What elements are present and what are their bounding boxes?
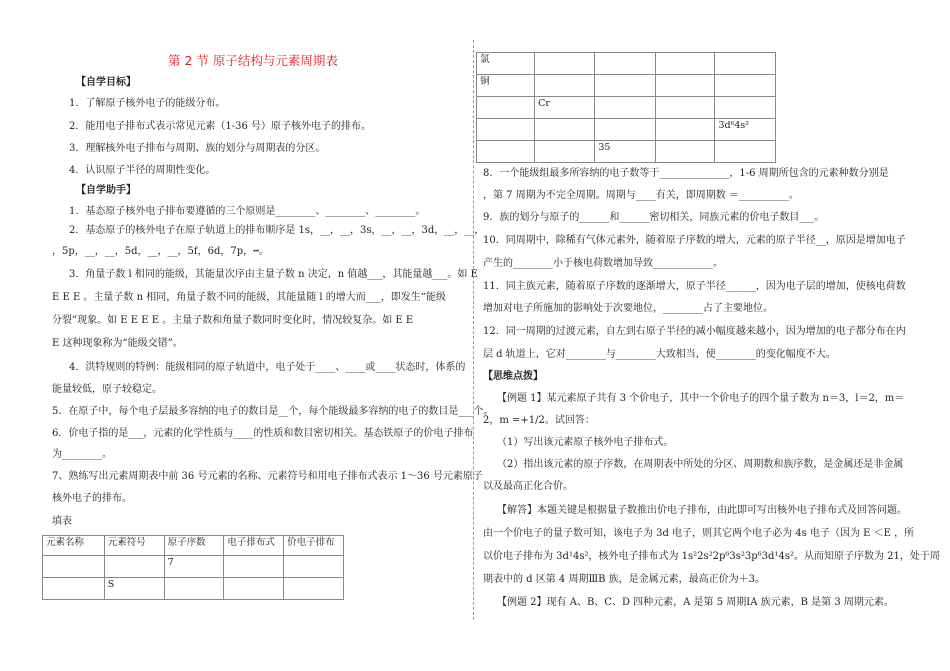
answer-line: 由一个价电子的量子数可知，该电子为 3d 电子，则其它两个电子必为 4s 电子（因为 E ＜E ，所 — [483, 528, 915, 539]
table-cell — [535, 75, 595, 97]
text-line: 6．价电子指的是___，元素的化学性质与____的性质和数目密切相关。基态铁原子的价电子排布 — [52, 428, 474, 439]
text-line: 产生的________小于核电荷数增加导致____________。 — [483, 258, 723, 269]
table-cell — [535, 119, 595, 141]
element-table-right — [476, 52, 776, 163]
fill-table-label: 填表 — [52, 516, 72, 527]
table-cell: 铜 — [477, 75, 535, 97]
goal-item: 2．能用电子排布式表示常见元素（1-36 号）原子核外电子的排布。 — [69, 121, 372, 132]
text-line: 4．洪特规则的特例：能级相同的原子轨道中，电子处于____、____或____状态时，体系的 — [69, 362, 466, 373]
table-cell — [595, 119, 655, 141]
text-line: 增加对电子所施加的影响处于次要地位，________占了主要地位。 — [483, 303, 773, 314]
text-line: 为________。 — [52, 449, 112, 460]
example-line: （1）写出该元素原子核外电子排布式。 — [497, 437, 674, 448]
example-line: 【例题 1】某元素原子共有 3 个价电子，其中一个价电子的四个量子数为 n＝3，l＝2，m＝ — [497, 393, 905, 404]
element-table-left — [42, 535, 344, 600]
table-header: 电子排布式 — [224, 536, 284, 556]
table-cell — [715, 53, 776, 75]
section-heading-goals: 【自学目标】 — [76, 77, 136, 88]
table-cell: S — [104, 578, 164, 600]
text-line: 2．基态原子的核外电子在原子轨道上的排布顺序是 1s，__，__，3s，__，__，3d，__，__， — [69, 225, 485, 236]
page-title: 第 2 节 原子结构与元素周期表 — [168, 53, 338, 68]
text-line: E E E 。主量子数 n 相同，角量子数不同的能级，其能量随 l 的增大而___，即发生“能级 — [52, 292, 446, 303]
goal-item: 3．理解核外电子排布与周期、族的划分与周期表的分区。 — [69, 143, 326, 154]
text-line: 1．基态原子核外电子排布要遵循的三个原则是________、________、________。 — [69, 206, 426, 217]
column-divider — [473, 40, 474, 620]
table-cell — [715, 97, 776, 119]
text-line: 7、熟练写出元素周期表中前 36 号元素的名称、元素符号和用电子排布式表示 1～36 号元素原子 — [52, 471, 483, 482]
table-cell — [655, 141, 715, 163]
table-cell — [715, 141, 776, 163]
example-line: 以及最高正化合价。 — [483, 481, 573, 492]
table-cell: 3d⁶4s² — [715, 119, 776, 141]
table-cell — [43, 578, 105, 600]
table-cell — [104, 556, 164, 578]
table-cell — [655, 97, 715, 119]
text-line: 9．族的划分与原子的______和______密切相关，同族元素的价电子数目___。 — [483, 212, 825, 223]
text-line: E 这种现象称为“能级交错”。 — [52, 338, 183, 349]
table-cell — [595, 97, 655, 119]
example-line: （2）指出该元素的原子序数，在周期表中所处的分区、周期数和族序数，是金属还是非金属 — [497, 459, 904, 470]
answer-line: 【解答】本题关键是根据量子数推出价电子排布，由此即可写出核外电子排布式及回答问题。 — [497, 505, 907, 516]
text-line: ，第 7 周期为不完全周期。周期与____有关，即周期数 ＝__________。 — [483, 190, 799, 201]
text-line: 11．同主族元素，随着原子序数的逐渐增大，原子半径______，因为电子层的增加，使核电荷数 — [483, 281, 906, 292]
table-cell — [535, 53, 595, 75]
table-cell — [477, 97, 535, 119]
text-line: 12．同一周期的过渡元素，自左到右原子半径的减小幅度越来越小，因为增加的电子都分布在内 — [483, 326, 906, 337]
table-cell: Cr — [535, 97, 595, 119]
table-cell — [224, 578, 284, 600]
table-cell — [715, 75, 776, 97]
text-line: 分裂”现象。如 E E E E 。主量子数和角量子数同时变化时，情况较复杂。如 E E — [52, 315, 414, 326]
table-cell — [595, 75, 655, 97]
table-cell — [284, 578, 344, 600]
table-cell — [43, 556, 105, 578]
table-cell: 7 — [164, 556, 224, 578]
table-cell: 氯 — [477, 53, 535, 75]
text-line: 3．角量子数 l 相同的能级，其能量次序由主量子数 n 决定，n 值越___，其能量越___。如 E — [69, 269, 478, 280]
answer-line: 期表中的 d 区第 4 周期ⅢB 族，是金属元素，最高正价为＋3。 — [483, 574, 766, 585]
table-cell — [655, 53, 715, 75]
section-heading-helper: 【自学助手】 — [76, 185, 136, 196]
section-heading-thinking: 【思维点拨】 — [483, 371, 543, 382]
text-line: ，5p，__，__，5d，__，__，5f，6d，7p，┅。 — [52, 246, 270, 257]
text-line: 8．一个能级组最多所容纳的电子数等于______________，1-6 周期所包含的元素种数分别是 — [483, 168, 889, 179]
table-cell — [655, 75, 715, 97]
table-cell — [477, 141, 535, 163]
table-cell — [284, 556, 344, 578]
table-cell — [224, 556, 284, 578]
table-cell — [535, 141, 595, 163]
text-line: 10．同周期中，除稀有气体元素外，随着原子序数的增大，元素的原子半径__，原因是增加电子 — [483, 235, 906, 246]
goal-item: 1．了解原子核外电子的能级分布。 — [69, 98, 226, 109]
table-cell — [655, 119, 715, 141]
text-line: 层 d 轨道上，它对________与________大致相当，使________的变化幅度不大。 — [483, 349, 836, 360]
table-header: 价电子排布 — [284, 536, 344, 556]
table-cell — [477, 119, 535, 141]
table-cell: 35 — [595, 141, 655, 163]
goal-item: 4．认识原子半径的周期性变化。 — [69, 165, 216, 176]
table-header: 元素名称 — [43, 536, 105, 556]
table-header: 原子序数 — [164, 536, 224, 556]
table-header: 元素符号 — [104, 536, 164, 556]
answer-line: 以价电子排布为 3d¹4s²，核外电子排布式为 1s²2s²2p⁶3s²3p⁶3d¹4s²。从而知原子序数为 21，处于周 — [483, 551, 940, 562]
text-line: 5．在原子中，每个电子层最多容纳的电子的数目是__个，每个能级最多容纳的电子的数目是___个。 — [52, 406, 494, 417]
example-line: 【例题 2】现有 A、B、C、D 四种元素，A 是第 5 周期ⅠA 族元素，B 是第 3 周期元素。 — [497, 597, 894, 608]
table-cell — [164, 578, 224, 600]
table-cell — [595, 53, 655, 75]
text-line: 核外电子的排布。 — [52, 493, 132, 504]
example-line: 2，m =+1/2。试回答： — [483, 415, 595, 426]
text-line: 能量较低，原子较稳定。 — [52, 384, 162, 395]
